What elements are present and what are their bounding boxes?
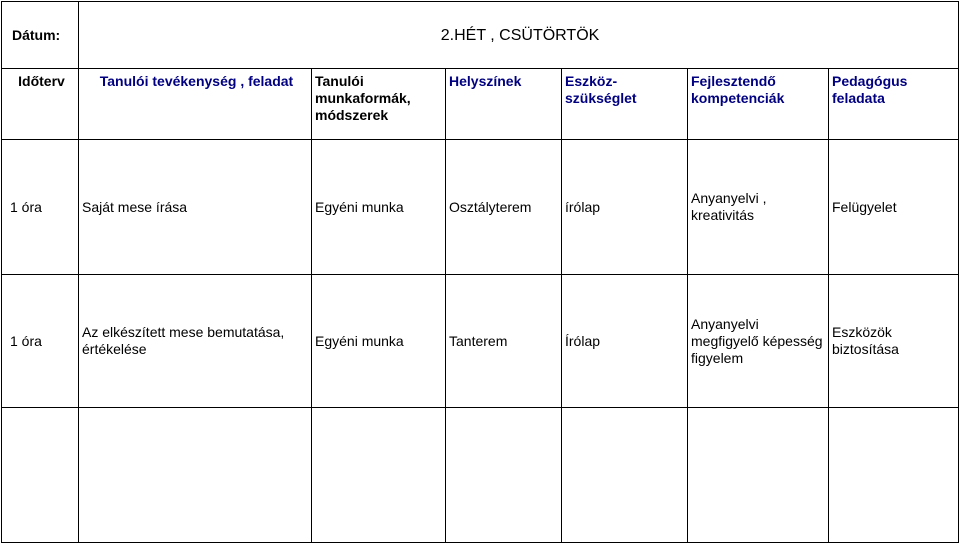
date-row bbox=[2, 2, 959, 69]
empty-cell bbox=[829, 408, 959, 543]
cell-location: Tanterem bbox=[446, 275, 562, 408]
table-row bbox=[2, 140, 959, 275]
cell-teacher-task: Felügyelet bbox=[829, 140, 959, 275]
lesson-plan-table bbox=[1, 1, 959, 543]
empty-cell bbox=[2, 408, 79, 543]
cell-competencies: Anyanyelvi , kreativitás bbox=[688, 140, 829, 275]
cell-activity: Saját mese írása bbox=[79, 140, 312, 275]
cell-location: Osztályterem bbox=[446, 140, 562, 275]
week-title: 2.HÉT , CSÜTÖRTÖK bbox=[79, 2, 959, 69]
cell-work-form: Egyéni munka bbox=[312, 275, 446, 408]
empty-cell bbox=[446, 408, 562, 543]
cell-time: 1 óra bbox=[2, 140, 79, 275]
header-location: Helyszínek bbox=[446, 69, 562, 140]
table-row bbox=[2, 275, 959, 408]
cell-activity: Az elkészített mese bemutatása, értékelése bbox=[79, 275, 312, 408]
empty-cell bbox=[79, 408, 312, 543]
header-work-form: Tanulói munkaformák, módszerek bbox=[312, 69, 446, 140]
cell-tools: írólap bbox=[562, 140, 688, 275]
date-label: Dátum: bbox=[2, 2, 79, 69]
empty-cell bbox=[312, 408, 446, 543]
header-competencies: Fejlesztendő kompetenciák bbox=[688, 69, 829, 140]
empty-table-row bbox=[2, 408, 959, 543]
header-activity: Tanulói tevékenység , feladat bbox=[79, 69, 312, 140]
cell-competencies: Anyanyelvi megfigyelő képesség figyelem bbox=[688, 275, 829, 408]
column-header-row bbox=[2, 69, 959, 140]
header-tools: Eszköz-szükséglet bbox=[562, 69, 688, 140]
empty-cell bbox=[688, 408, 829, 543]
cell-time: 1 óra bbox=[2, 275, 79, 408]
header-teacher-task: Pedagógus feladata bbox=[829, 69, 959, 140]
cell-teacher-task: Eszközök biztosítása bbox=[829, 275, 959, 408]
cell-work-form: Egyéni munka bbox=[312, 140, 446, 275]
cell-tools: Írólap bbox=[562, 275, 688, 408]
header-time: Időterv bbox=[2, 69, 79, 140]
empty-cell bbox=[562, 408, 688, 543]
